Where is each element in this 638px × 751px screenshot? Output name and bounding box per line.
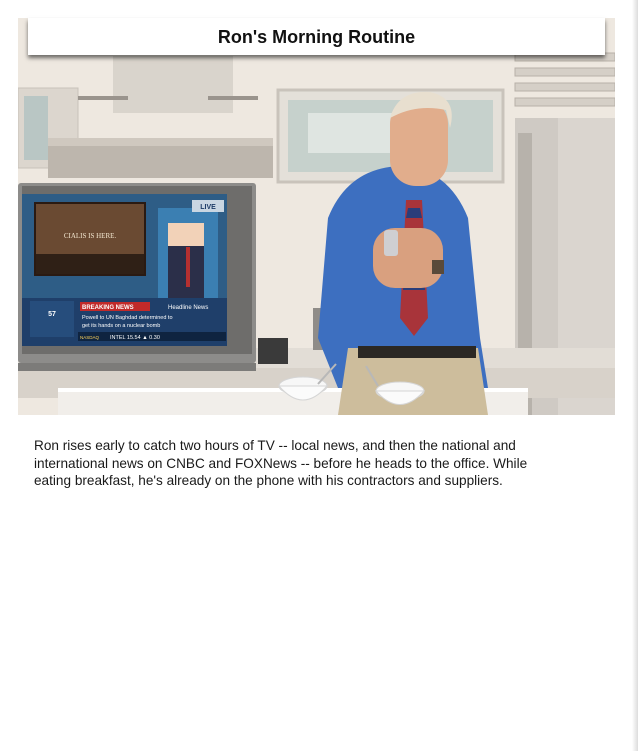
kitchen-scene-illustration [18,18,615,415]
tv-market-text: INTEL 15.54 ▲ 0.30 [110,335,160,341]
caption-paragraph [34,437,594,490]
page-edge-shadow [632,0,638,751]
title-banner [28,18,605,55]
tv-weather-temp: 57 [48,311,56,318]
tv-channel-label: Headline News [168,305,209,311]
tv-ticker-line1: Powell to UN Baghdad determined to [82,315,173,321]
tv-ticker-line2: get its hands on a nuclear bomb [82,323,161,329]
caption-line-1: Ron rises early to catch two hours of TV -- local news, and then the national and [34,438,516,453]
caption-line-3: eating breakfast, he's already on the phone with his contractors and suppliers. [34,473,503,488]
page-title: Ron's Morning Routine [217,27,416,47]
tv-index-text: NASDAQ [80,335,100,340]
caption-line-2: international news on CNBC and FOXNews -- before he heads to the office. While [34,455,528,471]
television [18,183,256,371]
tv-breaking-label: BREAKING NEWS [82,305,134,311]
kitchen-photo [18,18,615,415]
tv-logo-text: LIVE [200,204,216,211]
tv-ad-text: CIALIS IS HERE. [63,232,117,240]
